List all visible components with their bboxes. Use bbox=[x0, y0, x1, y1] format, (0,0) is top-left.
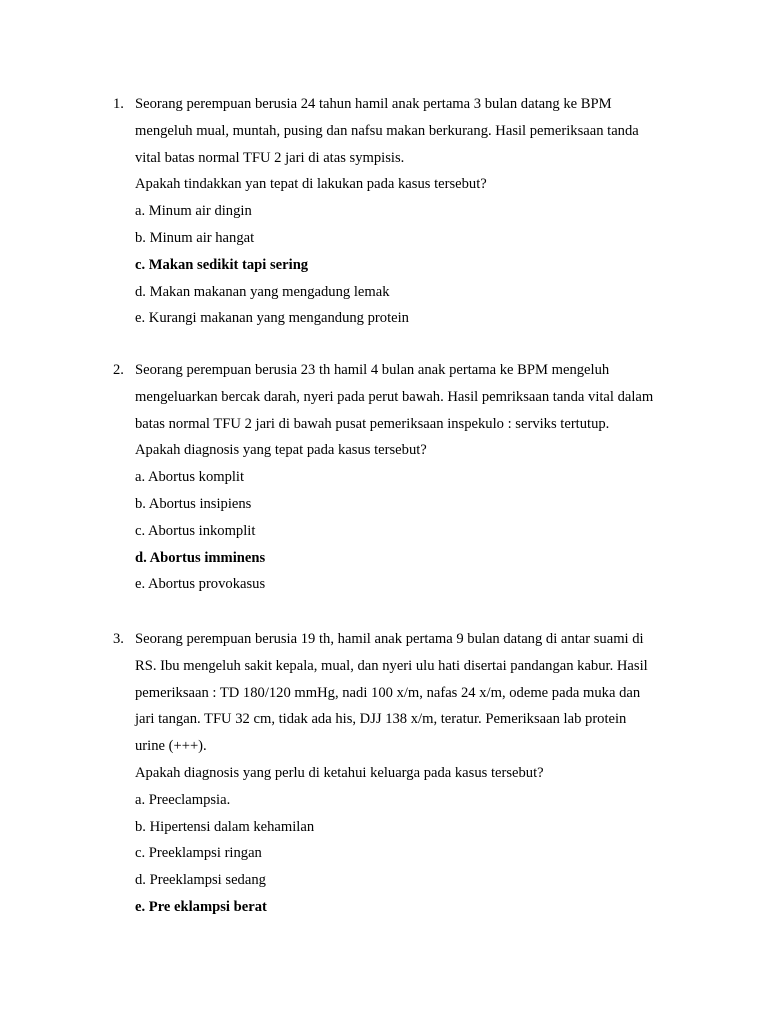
question-stem-line: jari tangan. TFU 32 cm, tidak ada his, DJJ 138 x/m, teratur. Pemeriksaan lab protein bbox=[135, 711, 627, 728]
answer-option-correct: d. Abortus imminens bbox=[135, 549, 266, 566]
question-3 bbox=[113, 626, 683, 921]
answer-option: b. Abortus insipiens bbox=[135, 495, 252, 512]
answer-option-correct: c. Makan sedikit tapi sering bbox=[135, 256, 309, 273]
question-stem-line: mengeluarkan bercak darah, nyeri pada perut bawah. Hasil pemriksaan tanda vital dalam bbox=[135, 388, 654, 405]
question-number: 2. bbox=[113, 362, 124, 378]
question-stem-line: 3. Seorang perempuan berusia 19 th, hamil anak pertama 9 bulan datang di antar suami di bbox=[113, 626, 683, 653]
question-stem-line: pemeriksaan : TD 180/120 mmHg, nadi 100 x/m, nafas 24 x/m, odeme pada muka dan bbox=[135, 684, 641, 701]
question-stem-line: mengeluh mual, muntah, pusing dan nafsu makan berkurang. Hasil pemeriksaan tanda bbox=[135, 122, 639, 139]
answer-option: d. Makan makanan yang mengadung lemak bbox=[135, 283, 390, 300]
answer-option: a. Minum air dingin bbox=[135, 203, 252, 220]
question-1 bbox=[113, 91, 683, 332]
answer-option: a. Abortus komplit bbox=[135, 469, 245, 486]
answer-option: d. Preeklampsi sedang bbox=[135, 872, 266, 889]
question-prompt: Apakah diagnosis yang perlu di ketahui keluarga pada kasus tersebut? bbox=[135, 764, 544, 781]
answer-option: c. Abortus inkomplit bbox=[135, 522, 256, 539]
question-number: 1. bbox=[113, 96, 124, 112]
question-prompt: Apakah diagnosis yang tepat pada kasus tersebut? bbox=[135, 442, 427, 459]
question-2 bbox=[113, 357, 683, 598]
question-stem-line: batas normal TFU 2 jari di bawah pusat pemeriksaan inspekulo : serviks tertutup. bbox=[135, 415, 610, 432]
answer-option: e. Kurangi makanan yang mengandung protein bbox=[135, 310, 409, 327]
question-prompt: Apakah tindakkan yan tepat di lakukan pada kasus tersebut? bbox=[135, 176, 487, 193]
answer-option: b. Hipertensi dalam kehamilan bbox=[135, 818, 315, 835]
question-stem-line: RS. Ibu mengeluh sakit kepala, mual, dan nyeri ulu hati disertai pandangan kabur. Hasil bbox=[135, 657, 648, 674]
question-stem-line: 1. Seorang perempuan berusia 24 tahun hamil anak pertama 3 bulan datang ke BPM bbox=[113, 91, 683, 118]
answer-option: e. Abortus provokasus bbox=[135, 576, 266, 593]
answer-option-correct: e. Pre eklampsi berat bbox=[135, 898, 267, 915]
answer-option: b. Minum air hangat bbox=[135, 229, 255, 246]
question-stem-line: 2. Seorang perempuan berusia 23 th hamil 4 bulan anak pertama ke BPM mengeluh bbox=[113, 357, 683, 384]
question-number: 3. bbox=[113, 631, 124, 647]
answer-option: c. Preeklampsi ringan bbox=[135, 845, 262, 862]
answer-option: a. Preeclampsia. bbox=[135, 791, 231, 808]
question-stem-line: vital batas normal TFU 2 jari di atas sympisis. bbox=[135, 149, 405, 166]
question-stem-line: urine (+++). bbox=[135, 738, 207, 755]
